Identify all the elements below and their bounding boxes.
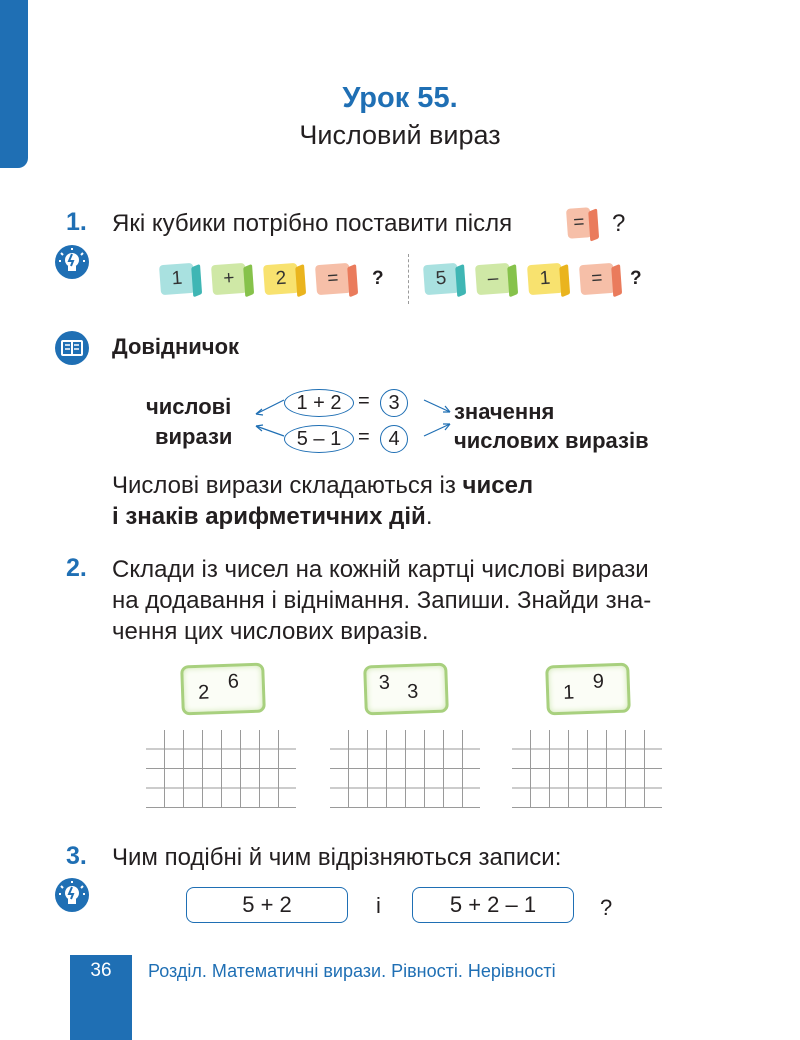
task-number: 3.	[66, 842, 87, 870]
question-mark: ?	[630, 268, 642, 289]
cube: +	[211, 263, 247, 295]
section-title: Розділ. Математичні вирази. Рівності. Нерівності	[148, 961, 556, 981]
writing-grid[interactable]	[146, 730, 296, 808]
number-card: 2 6	[180, 663, 266, 716]
value-circle: 4	[380, 425, 408, 453]
expression-box: 5 + 2	[186, 887, 348, 923]
value-circle: 3	[380, 389, 408, 417]
expression-oval: 1 + 2	[284, 389, 354, 417]
page-number: 36	[90, 960, 112, 981]
cube: –	[475, 263, 511, 295]
reference-heading: Довідничок	[112, 334, 240, 359]
cube: =	[579, 263, 615, 295]
writing-grid[interactable]	[330, 730, 480, 808]
cube: 2	[263, 263, 299, 295]
number-card: 3 3	[363, 663, 449, 716]
lightbulb-icon	[55, 245, 89, 279]
task-text: Склади із чисел на кожній картці числові вирази на додавання і віднімання. Запиши. Знайди зна- чення цих числових виразів.	[112, 556, 652, 645]
cube: =	[315, 263, 351, 295]
lesson-title: Урок 55.	[342, 82, 458, 114]
label-expressions: вирази	[155, 424, 233, 449]
label-numeric: числові	[146, 394, 232, 419]
writing-grid[interactable]	[512, 730, 662, 808]
reference-note: Числові вирази складаються із чисел і знаків арифметичних дій.	[112, 472, 534, 530]
lesson-subtitle: Числовий вираз	[299, 120, 501, 150]
task-text: Які кубики потрібно поставити після	[112, 210, 513, 237]
divider	[408, 254, 409, 304]
conjunction: і	[376, 893, 381, 918]
task-text: Чим подібні й чим відрізняються записи:	[112, 844, 562, 871]
expression-box: 5 + 2 – 1	[412, 887, 574, 923]
inline-equals-cube: =	[566, 207, 592, 239]
label-values: значення	[454, 399, 555, 424]
question-mark: ?	[600, 895, 613, 920]
label-values-of-expressions: числових виразів	[454, 428, 649, 453]
equals-sign: =	[358, 426, 370, 448]
task-number: 1.	[66, 208, 87, 236]
question-mark: ?	[612, 210, 626, 237]
cube: 5	[423, 263, 459, 295]
lightbulb-icon	[55, 878, 89, 912]
cube: 1	[159, 263, 195, 295]
book-icon	[55, 331, 89, 365]
question-mark: ?	[372, 268, 384, 289]
number-card: 1 9	[545, 663, 631, 716]
task-number: 2.	[66, 554, 87, 582]
cube: 1	[527, 263, 563, 295]
equals-sign: =	[358, 390, 370, 412]
expression-oval: 5 – 1	[284, 425, 354, 453]
